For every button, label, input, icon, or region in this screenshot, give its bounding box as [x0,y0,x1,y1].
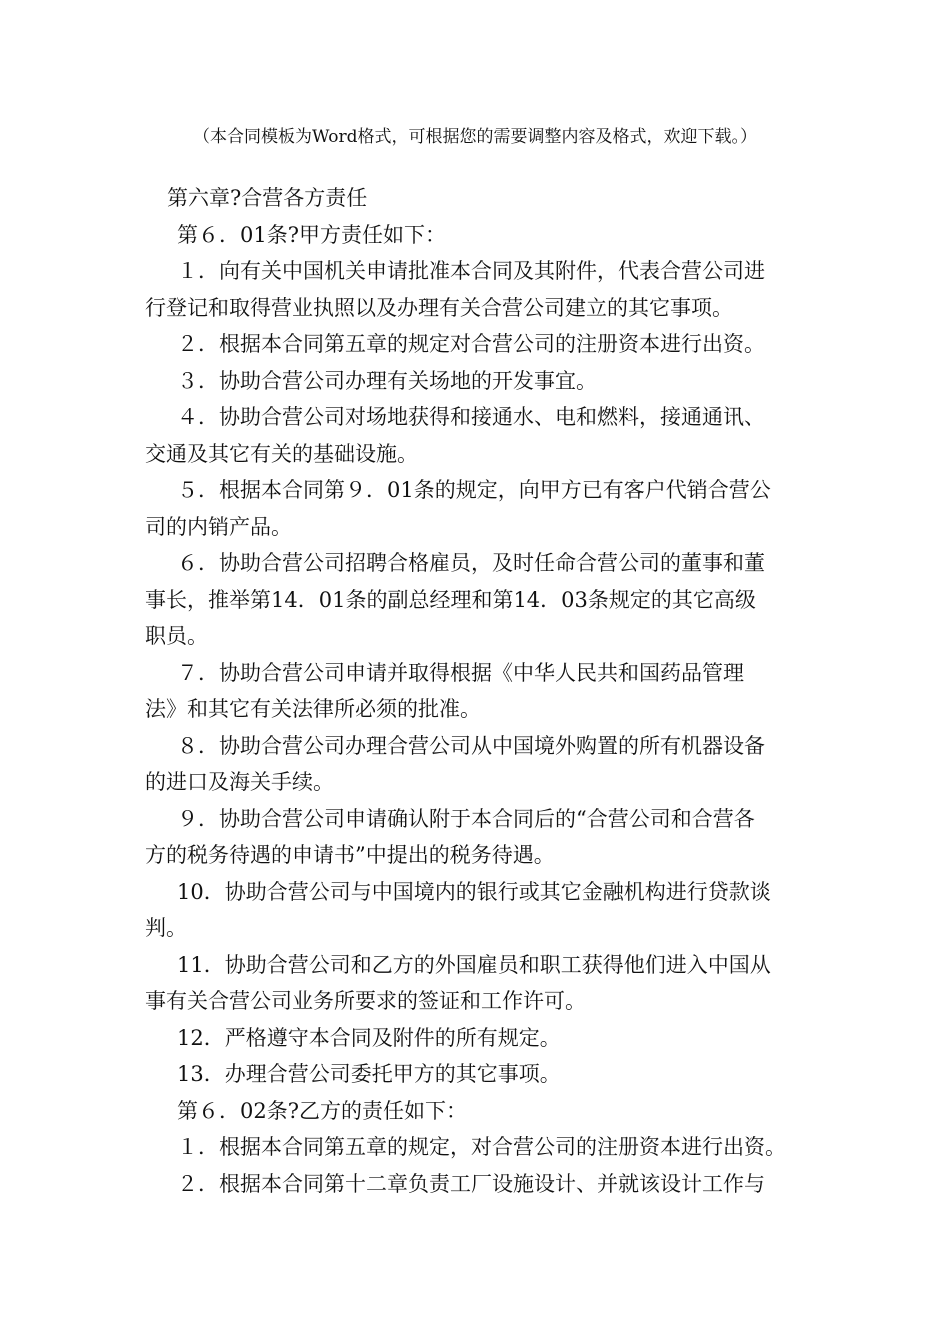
list-item-line: 13．办理合营公司委托甲方的其它事项。 [177,1062,561,1086]
list-item-line: ７．协助合营公司申请并取得根据《中华人民共和国药品管理 [177,660,744,685]
chapter-title: 第六章?合营各方责任 [167,186,368,210]
list-item-line: ５．根据本合同第９．01条的规定，向甲方已有客户代销合营公 [177,478,771,502]
list-item-line: 11．协助合营公司和乙方的外国雇员和职工获得他们进入中国从 [177,952,771,977]
list-item-line: 职员。 [145,624,208,648]
list-item-line: ２．根据本合同第十二章负责工厂设施设计、并就该设计工作与 [177,1171,765,1196]
list-item-line: ８．协助合营公司办理合营公司从中国境外购置的所有机器设备 [177,733,765,758]
list-item-line: ４．协助合营公司对场地获得和接通水、电和燃料，接通通讯、 [177,405,765,429]
list-item-line: 行登记和取得营业执照以及办理有关合营公司建立的其它事项。 [145,295,733,320]
list-item-line: 判。 [145,916,187,940]
list-item-line: １．向有关中国机关申请批准本合同及其附件，代表合营公司进 [177,259,765,283]
list-item-line: 12．严格遵守本合同及附件的所有规定。 [177,1025,561,1050]
list-item-line: ６．协助合营公司招聘合格雇员，及时任命合营公司的董事和董 [177,551,765,575]
list-item-line: 司的内销产品。 [145,514,292,539]
list-item-line: 事有关合营公司业务所要求的签证和工作许可。 [145,989,586,1013]
list-item-line: 交通及其它有关的基础设施。 [145,441,418,466]
template-note: （本合同模板为Word格式，可根据您的需要调整内容及格式，欢迎下载。） [192,127,758,147]
list-item-line: 的进口及海关手续。 [145,770,334,794]
list-item-line: 方的税务待遇的申请书”中提出的税务待遇。 [145,843,555,867]
list-item-line: ３．协助合营公司办理有关场地的开发事宜。 [177,368,597,393]
list-item-line: 10．协助合营公司与中国境内的银行或其它金融机构进行贷款谈 [177,879,771,904]
article-title: 第６．01条?甲方责任如下： [177,222,446,247]
article-title: 第６．02条?乙方的责任如下： [177,1098,467,1123]
contract-body [145,180,810,1202]
list-item-line: 事长，推举第14．01条的副总经理和第14．03条规定的其它高级 [145,587,756,612]
list-item-line: ９．协助合营公司申请确认附于本合同后的“合营公司和合营各 [177,806,755,831]
list-item-line: １．根据本合同第五章的规定，对合营公司的注册资本进行出资。 [177,1135,786,1159]
list-item-line: ２．根据本合同第五章的规定对合营公司的注册资本进行出资。 [177,332,765,356]
list-item-line: 法》和其它有关法律所必须的批准。 [145,697,481,721]
